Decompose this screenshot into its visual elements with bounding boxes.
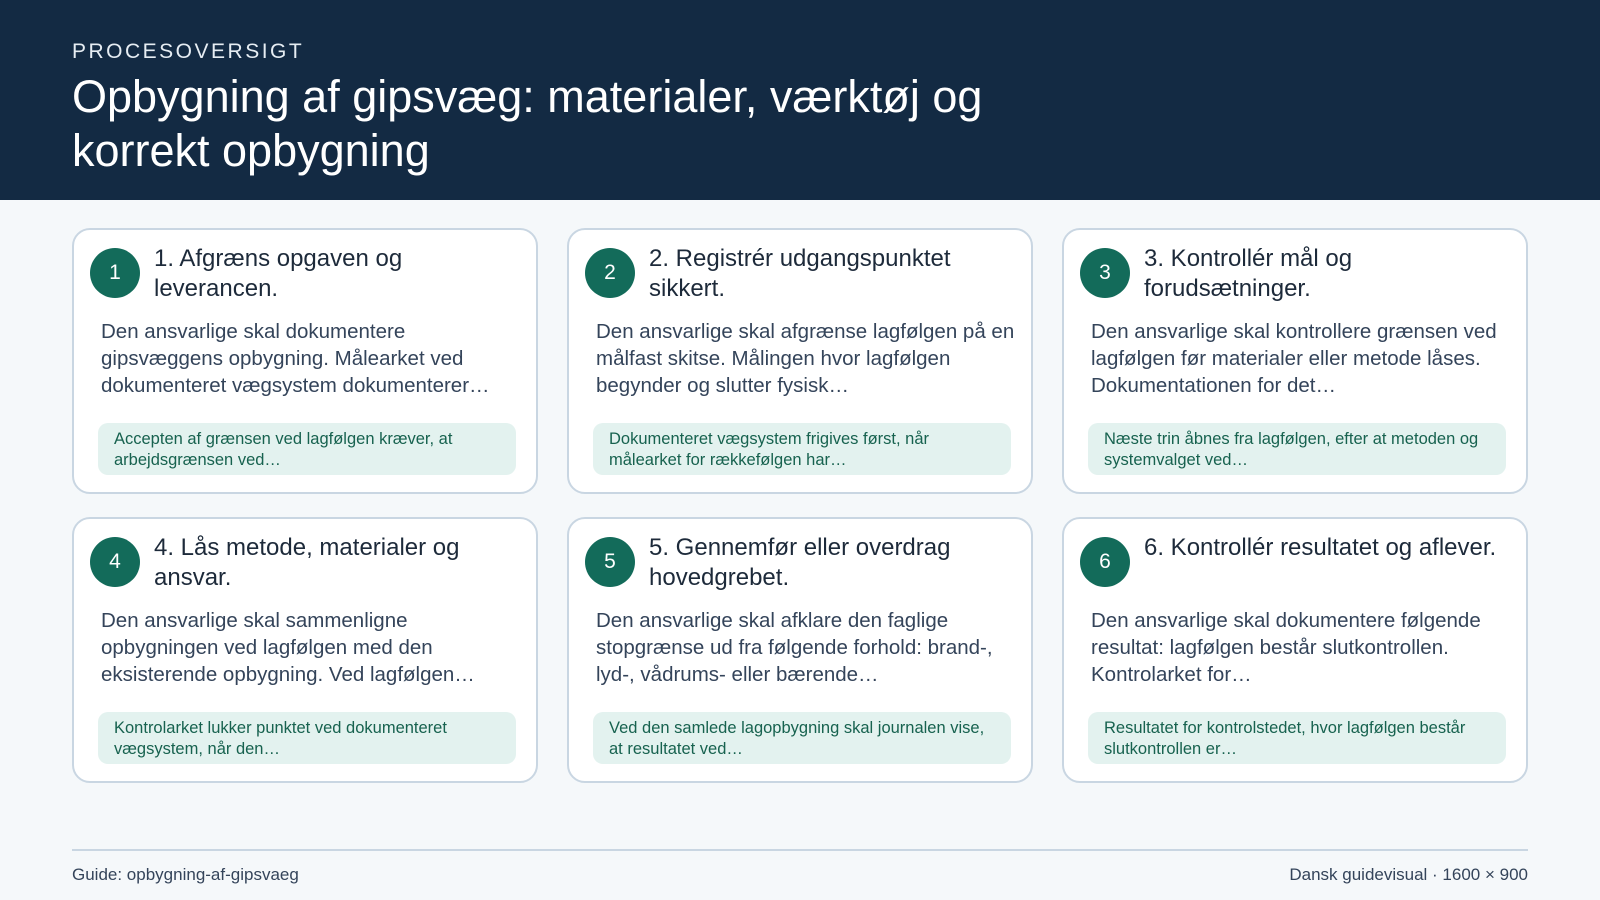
step-card-3 xyxy=(1062,228,1528,494)
step-description: Den ansvarlige skal sammenligne opbygningen ved lagfølgen med den eksisterende opbygning. Ved lagfølgen… xyxy=(101,609,475,686)
step-description: Den ansvarlige skal afklare den faglige stopgrænse ud fra følgende forhold: brand-, lyd-, vådrums- eller bærende… xyxy=(596,609,993,686)
step-note: Ved den samlede lagopbygning skal journalen vise, at resultatet ved… xyxy=(593,712,1011,764)
step-number-badge: 3 xyxy=(1080,248,1130,298)
step-description: Den ansvarlige skal dokumentere følgende resultat: lagfølgen består slutkontrollen. Kontrolarket for… xyxy=(1091,609,1481,686)
step-title: 6. Kontrollér resultatet og aflever. xyxy=(1144,534,1497,561)
step-number-badge: 4 xyxy=(90,537,140,587)
step-note: Resultatet for kontrolstedet, hvor lagfølgen består slutkontrollen er… xyxy=(1088,712,1506,764)
step-card-6 xyxy=(1062,517,1528,783)
step-card-1 xyxy=(72,228,538,494)
step-card-5 xyxy=(567,517,1033,783)
step-number-badge: 1 xyxy=(90,248,140,298)
step-note: Kontrolarket lukker punktet ved dokumenteret vægsystem, når den… xyxy=(98,712,516,764)
step-title: 2. Registrér udgangspunktet sikkert. xyxy=(649,245,951,302)
page-title: Opbygning af gipsvæg: materialer, værktøj og korrekt opbygning xyxy=(72,71,983,176)
step-title: 1. Afgræns opgaven og leverancen. xyxy=(154,245,403,302)
step-title: 3. Kontrollér mål og forudsætninger. xyxy=(1144,245,1353,302)
step-number-badge: 5 xyxy=(585,537,635,587)
page-header xyxy=(0,0,1600,200)
step-card-2 xyxy=(567,228,1033,494)
eyebrow-label: PROCESOVERSIGT xyxy=(72,40,305,63)
step-title: 4. Lås metode, materialer og ansvar. xyxy=(154,534,460,591)
step-number-badge: 2 xyxy=(585,248,635,298)
step-note: Dokumenteret vægsystem frigives først, når målearket for rækkefølgen har… xyxy=(593,423,1011,475)
footer-divider xyxy=(72,849,1528,851)
step-note: Accepten af grænsen ved lagfølgen kræver, at arbejdsgrænsen ved… xyxy=(98,423,516,475)
step-card-4 xyxy=(72,517,538,783)
step-title: 5. Gennemfør eller overdrag hovedgrebet. xyxy=(649,534,951,591)
step-description: Den ansvarlige skal kontrollere grænsen ved lagfølgen før materialer eller metode låses. Dokumentationen for det… xyxy=(1091,320,1497,397)
step-description: Den ansvarlige skal afgrænse lagfølgen på en målfast skitse. Målingen hvor lagfølgen begynder og slutter fysisk… xyxy=(596,320,1015,397)
step-note: Næste trin åbnes fra lagfølgen, efter at metoden og systemvalget ved… xyxy=(1088,423,1506,475)
step-description: Den ansvarlige skal dokumentere gipsvæggens opbygning. Målearket ved dokumenteret vægsystem dokumenterer… xyxy=(101,320,490,397)
footer-meta-label: Dansk guidevisual · 1600 × 900 xyxy=(1289,865,1528,884)
footer-guide-label: Guide: opbygning-af-gipsvaeg xyxy=(72,865,299,884)
step-number-badge: 6 xyxy=(1080,537,1130,587)
